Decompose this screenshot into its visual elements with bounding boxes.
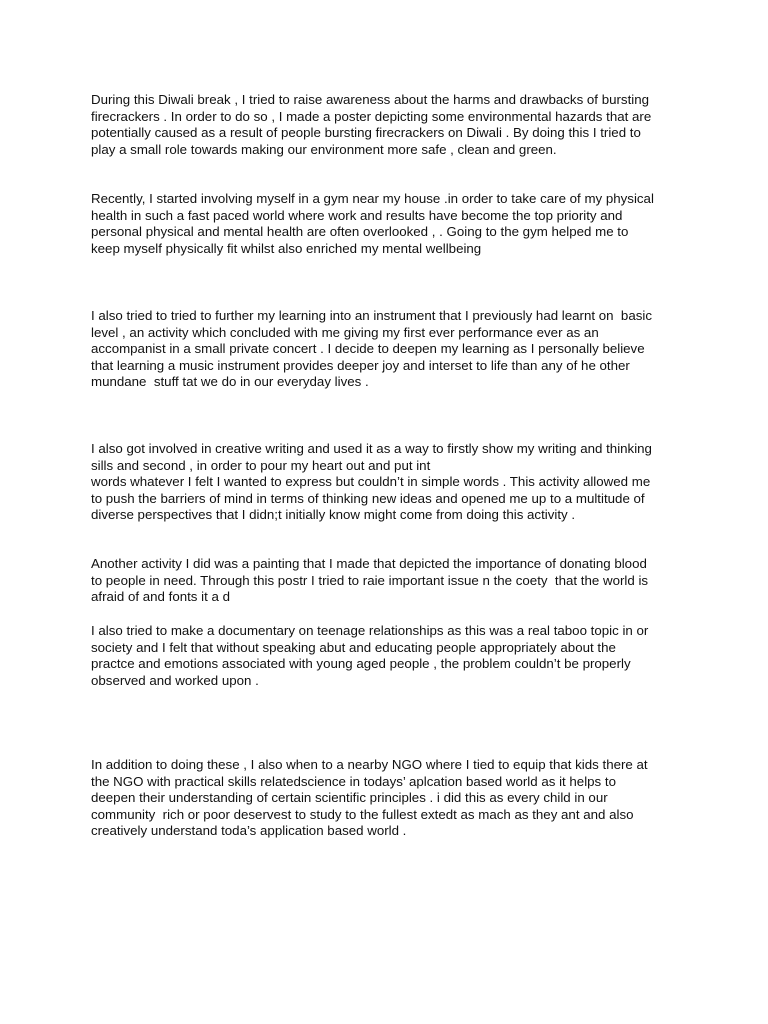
text-line: keep myself physically fit whilst also enriched my mental wellbeing xyxy=(91,240,482,256)
text-line: society and I felt that without speaking abut and educating people appropriately about the xyxy=(91,639,616,655)
text-line: to push the barriers of mind in terms of thinking new ideas and opened me up to a multitude of xyxy=(91,490,645,506)
paragraph-creative-writing xyxy=(91,441,691,524)
text-line: deepen their understanding of certain scientific principles . i did this as every child in our xyxy=(91,790,608,805)
text-line: play a small role towards making our environment more safe , clean and green. xyxy=(91,141,557,157)
text-line: level , an activity which concluded with me giving my first ever performance ever as an xyxy=(91,324,599,340)
text-line: practce and emotions associated with young aged people , the problem couldn’t be properly xyxy=(91,656,631,671)
text-line: During this Diwali break , I tried to raise awareness about the harms and drawbacks of bursting xyxy=(91,92,650,107)
text-line: In addition to doing these , I also when to a nearby NGO where I tied to equip that kids there at xyxy=(91,757,648,772)
text-line: words whatever I felt I wanted to express but couldn’t in simple words . This activity allowed me xyxy=(91,474,651,489)
paragraph-painting xyxy=(91,556,691,606)
text-line: potentially caused as a result of people bursting firecrackers on Diwali . By doing this I tried to xyxy=(91,125,641,140)
paragraph-gym xyxy=(91,191,691,257)
paragraph-ngo xyxy=(91,757,691,840)
paragraph-instrument xyxy=(91,308,691,391)
text-line: Another activity I did was a painting that I made that depicted the importance of donating blood xyxy=(91,556,647,571)
text-line: afraid of and fonts it a d xyxy=(91,589,230,604)
text-line: mundane stuff tat we do in our everyday lives . xyxy=(91,374,369,389)
paragraph-diwali-awareness xyxy=(91,92,691,158)
text-line: community rich or poor deservest to study to the fullest extedt as mach as they ant and also xyxy=(91,806,634,822)
text-line: health in such a fast paced world where work and results have become the top priority and xyxy=(91,207,623,223)
text-line: creatively understand toda’s application based world . xyxy=(91,823,407,838)
paragraph-documentary xyxy=(91,623,691,689)
text-line: that learning a music instrument provides deeper joy and interset to life than any of he other xyxy=(91,357,630,373)
text-line: firecrackers . In order to do so , I made a poster depicting some environmental hazards that are xyxy=(91,108,652,124)
text-line: Recently, I started involving myself in a gym near my house .in order to take care of my physical xyxy=(91,191,654,206)
text-line: I also got involved in creative writing and used it as a way to firstly show my writing and thinking xyxy=(91,441,652,456)
text-line: I also tried to make a documentary on teenage relationships as this was a real taboo topic in or xyxy=(91,623,649,638)
text-line: accompanist in a small private concert . I decide to deepen my learning as I personally believe xyxy=(91,341,645,356)
text-line: diverse perspectives that I didn;t initially know might come from doing this activity . xyxy=(91,507,576,522)
text-line: the NGO with practical skills relatedscience in todays’ aplcation based world as it helps to xyxy=(91,773,616,789)
text-line: I also tried to tried to further my learning into an instrument that I previously had learnt on basic xyxy=(91,308,652,323)
text-line: to people in need. Through this postr I tried to raie important issue n the coety that the world is xyxy=(91,572,649,588)
text-line: observed and worked upon . xyxy=(91,672,259,688)
text-line: personal physical and mental health are often overlooked , . Going to the gym helped me to xyxy=(91,224,629,239)
text-line: sills and second , in order to pour my heart out and put int xyxy=(91,457,431,473)
